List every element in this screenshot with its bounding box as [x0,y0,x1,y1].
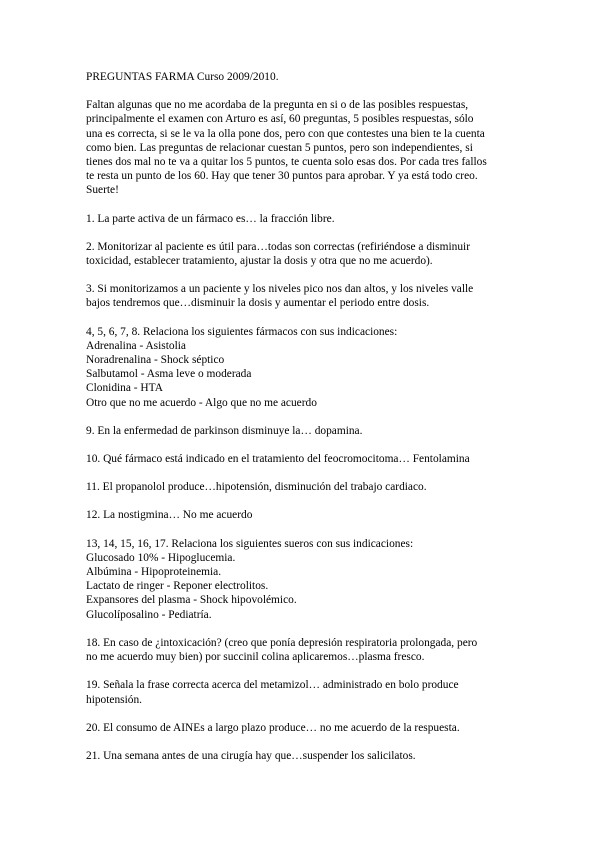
list-item: Adrenalina - Asistolia [86,339,186,352]
list-item: Salbutamol - Asma leve o moderada [86,368,252,381]
question-line: 9. En la enfermedad de parkinson disminuye la… dopamina. [86,424,363,437]
list-item: Albúmina - Hipoproteinemia. [86,566,222,579]
intro-line: como bien. Las preguntas de relacionar cuestan 5 puntos, pero son independientes, si [86,141,473,154]
question-line: no me acuerdo muy bien) por succinil colina aplicaremos…plasma fresco. [86,651,425,664]
question-line: 18. En caso de ¿intoxicación? (creo que ponía depresión respiratoria prolongada, pero [86,636,478,649]
question-4-8 [86,325,560,410]
question-12 [86,508,560,522]
question-heading: 13, 14, 15, 16, 17. Relaciona los siguientes sueros con sus indicaciones: [86,537,414,550]
question-line: 12. La nostigmina… No me acuerdo [86,509,253,522]
question-line: hipotensión. [86,693,143,706]
list-item: Clonidina - HTA [86,382,163,395]
intro-line: Suerte! [86,184,119,197]
question-line: 1. La parte activa de un fármaco es… la fracción libre. [86,212,335,225]
intro-line: Faltan algunas que no me acordaba de la pregunta en si o de las posibles respuestas, [86,99,469,112]
question-2 [86,240,560,268]
list-item: Expansores del plasma - Shock hipovolémico. [86,594,297,607]
intro-paragraph [86,98,560,197]
document-title: PREGUNTAS FARMA Curso 2009/2010. [86,71,279,83]
list-item: Glucolíposalino - Pediatría. [86,608,212,621]
question-line: bajos tendremos que…disminuir la dosis y aumentar el periodo entre dosis. [86,297,430,310]
list-item: Lactato de ringer - Reponer electrolitos. [86,580,269,593]
question-line: 2. Monitorizar al paciente es útil para…todas son correctas (refiriéndose a disminuir [86,240,470,253]
question-10 [86,452,560,466]
question-3 [86,282,560,310]
question-1 [86,212,560,226]
list-item: Glucosado 10% - Hipoglucemia. [86,551,236,564]
intro-line: te resta un punto de los 60. Hay que tener 30 puntos para aprobar. Y ya está todo creo. [86,170,478,183]
question-line: 19. Señala la frase correcta acerca del metamizol… administrado en bolo produce [86,679,459,692]
intro-line: principalmente el examen con Arturo es así, 60 preguntas, 5 posibles respuestas, sólo [86,113,474,126]
question-line: toxicidad, establecer tratamiento, ajustar la dosis y otra que no me acuerdo). [86,255,433,268]
list-item: Noradrenalina - Shock séptico [86,354,225,367]
question-13-17 [86,537,560,622]
question-line: 3. Si monitorizamos a un paciente y los niveles pico nos dan altos, y los niveles valle [86,283,474,296]
question-line: 11. El propanolol produce…hipotensión, disminución del trabajo cardiaco. [86,481,427,494]
question-line: 10. Qué fármaco está indicado en el tratamiento del feocromocitoma… Fentolamina [86,453,470,466]
question-21 [86,749,560,763]
intro-line: una es correcta, si se le va la olla pone dos, pero con que contestes una bien te la cuenta [86,127,485,140]
question-11 [86,480,560,494]
question-20 [86,721,560,735]
question-line: 20. El consumo de AINEs a largo plazo produce… no me acuerdo de la respuesta. [86,721,460,734]
question-9 [86,424,560,438]
question-line: 21. Una semana antes de una cirugía hay que…suspender los salicilatos. [86,749,416,762]
question-18 [86,636,560,664]
list-item: Otro que no me acuerdo - Algo que no me acuerdo [86,396,317,409]
question-heading: 4, 5, 6, 7, 8. Relaciona los siguientes fármacos con sus indicaciones: [86,325,398,338]
intro-line: tienes dos mal no te va a quitar los 5 puntos, te cuenta solo esas dos. Por cada tres fallos [86,156,487,169]
question-19 [86,678,560,706]
